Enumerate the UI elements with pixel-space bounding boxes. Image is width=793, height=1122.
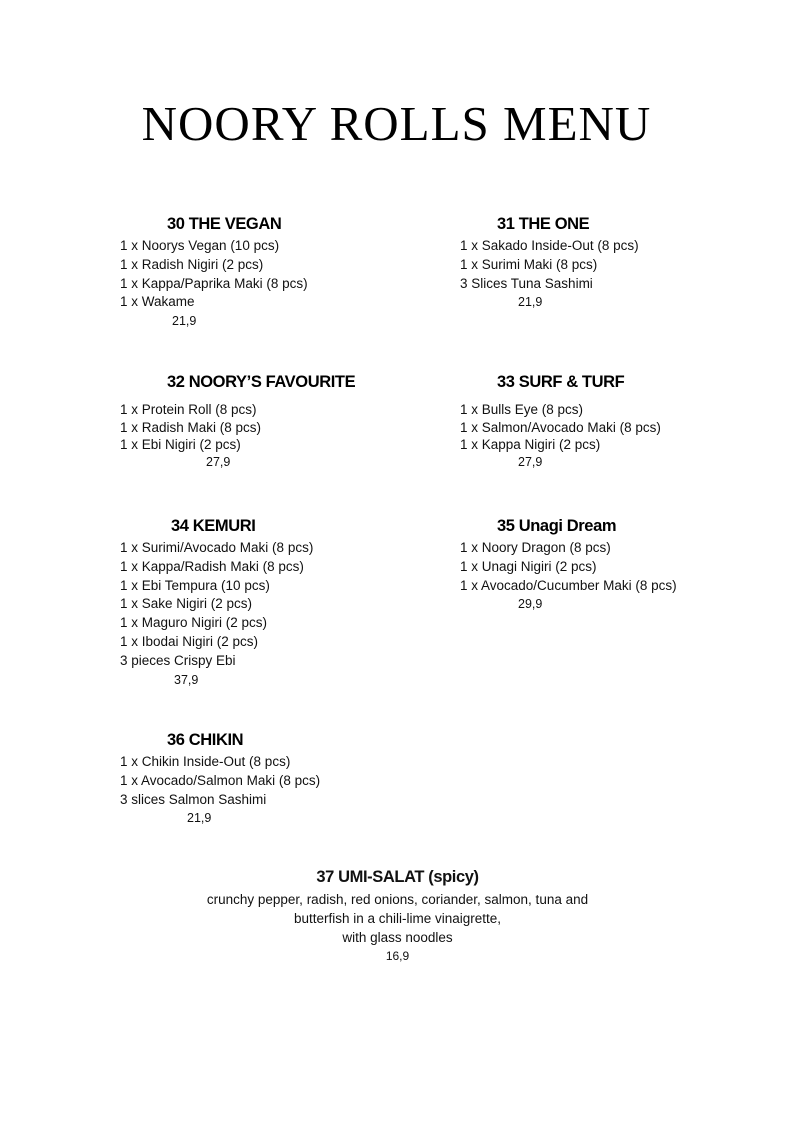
menu-block-32	[120, 373, 355, 471]
menu-price: 21,9	[518, 295, 543, 310]
menu-heading: 32 NOORY’S FAVOURITE	[167, 373, 356, 391]
menu-heading: 31 THE ONE	[497, 215, 590, 233]
menu-item: 1 x Radish Nigiri (2 pcs)	[120, 256, 264, 272]
menu-item: 3 pieces Crispy Ebi	[120, 652, 236, 668]
menu-item: 1 x Kappa Nigiri (2 pcs)	[460, 437, 601, 452]
menu-price: 21,9	[187, 811, 212, 826]
salad-description-line: crunchy pepper, radish, red onions, coriander, salmon, tuna and	[206, 892, 589, 907]
menu-item: 1 x Unagi Nigiri (2 pcs)	[460, 558, 597, 574]
menu-heading: 37 UMI-SALAT (spicy)	[316, 868, 479, 886]
menu-item: 1 x Wakame	[120, 294, 195, 310]
salad-description-line: with glass noodles	[342, 930, 453, 945]
menu-block-31	[460, 215, 639, 312]
menu-block-30	[120, 215, 308, 331]
menu-item: 1 x Radish Maki (8 pcs)	[120, 419, 262, 435]
menu-item: 1 x Chikin Inside-Out (8 pcs)	[120, 754, 291, 769]
menu-item: 1 x Sake Nigiri (2 pcs)	[120, 596, 253, 612]
menu-price: 27,9	[206, 454, 231, 469]
menu-block-37	[0, 868, 793, 966]
menu-item: 1 x Ebi Nigiri (2 pcs)	[120, 437, 241, 452]
menu-item: 1 x Maguro Nigiri (2 pcs)	[120, 615, 268, 631]
salad-description-line: butterfish in a chili-lime vinaigrette,	[293, 911, 502, 926]
menu-item: 1 x Surimi/Avocado Maki (8 pcs)	[120, 540, 314, 555]
menu-item: 1 x Surimi Maki (8 pcs)	[460, 256, 598, 272]
menu-item: 1 x Avocado/Salmon Maki (8 pcs)	[120, 772, 321, 788]
menu-price: 37,9	[174, 672, 199, 687]
menu-item: 1 x Bulls Eye (8 pcs)	[460, 402, 584, 417]
menu-heading: 30 THE VEGAN	[167, 215, 282, 233]
menu-item: 1 x Sakado Inside-Out (8 pcs)	[460, 238, 639, 253]
menu-item: 1 x Salmon/Avocado Maki (8 pcs)	[460, 419, 661, 435]
menu-price: 27,9	[518, 454, 543, 469]
menu-item: 1 x Noory Dragon (8 pcs)	[460, 540, 611, 555]
menu-item: 1 x Kappa/Paprika Maki (8 pcs)	[120, 275, 308, 291]
menu-block-33	[460, 373, 661, 471]
menu-item: 3 slices Salmon Sashimi	[120, 791, 267, 807]
menu-heading: 33 SURF & TURF	[497, 373, 625, 391]
menu-price: 29,9	[518, 597, 543, 612]
menu-block-34	[120, 517, 313, 690]
menu-heading: 35 Unagi Dream	[497, 517, 617, 535]
menu-item: 1 x Ebi Tempura (10 pcs)	[120, 577, 270, 593]
menu-block-36	[120, 731, 320, 828]
menu-price: 16,9	[385, 949, 410, 963]
menu-price: 21,9	[172, 314, 197, 329]
menu-heading: 34 KEMURI	[171, 517, 256, 535]
menu-item: 1 x Avocado/Cucumber Maki (8 pcs)	[460, 577, 677, 593]
menu-block-35	[460, 517, 677, 614]
menu-item: 3 Slices Tuna Sashimi	[460, 275, 593, 291]
menu-item: 1 x Noorys Vegan (10 pcs)	[120, 238, 280, 253]
menu-item: 1 x Kappa/Radish Maki (8 pcs)	[120, 558, 304, 574]
page-title: NOORY ROLLS MENU	[141, 96, 652, 151]
menu-item: 1 x Ibodai Nigiri (2 pcs)	[120, 633, 259, 649]
menu-heading: 36 CHIKIN	[167, 731, 244, 749]
menu-item: 1 x Protein Roll (8 pcs)	[120, 402, 257, 417]
